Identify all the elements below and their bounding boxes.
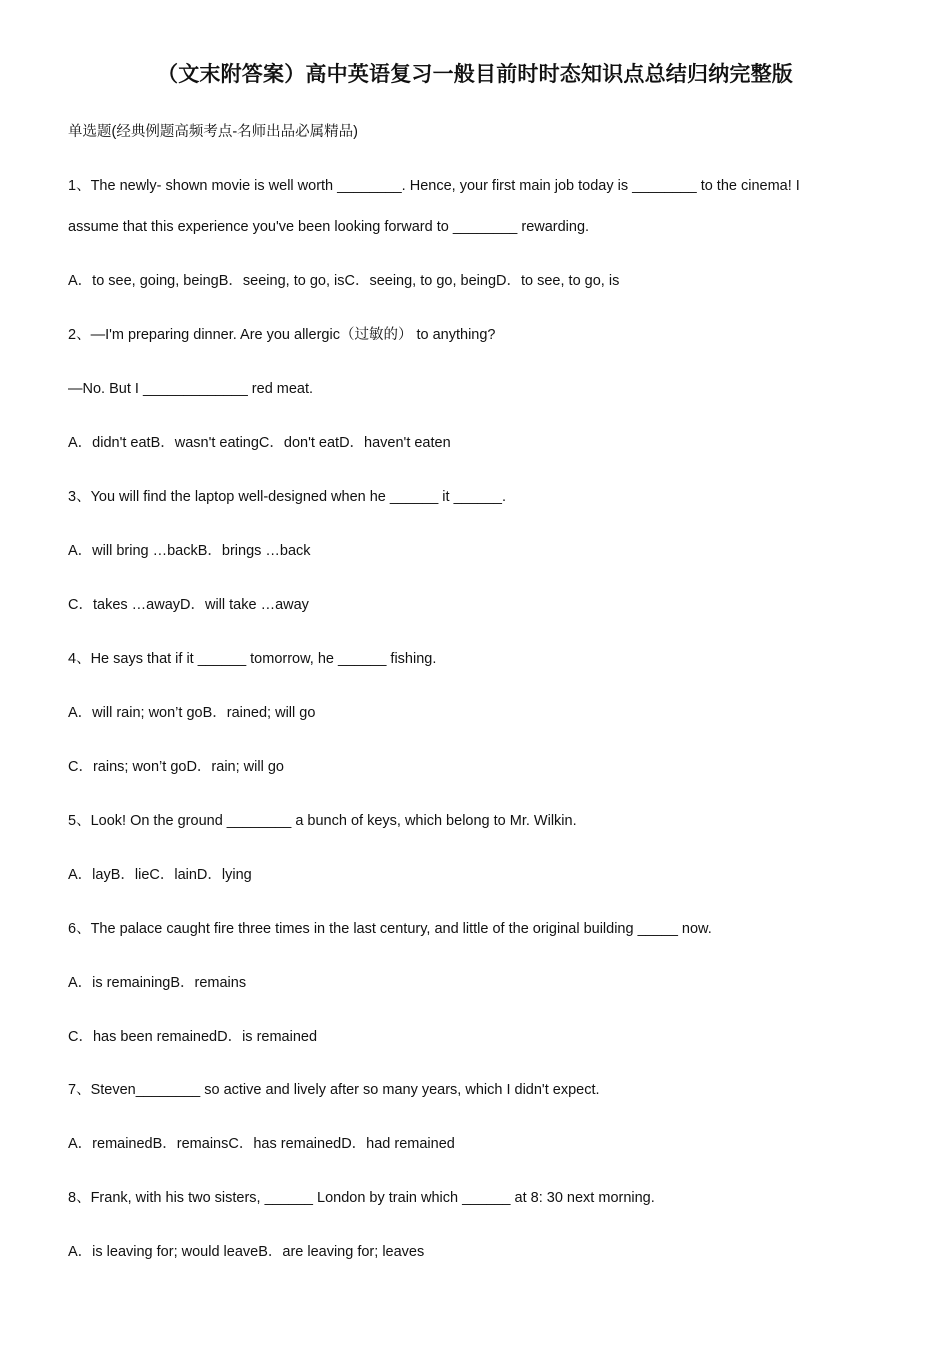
question-6-options-line-1: A．is remainingB．remains (68, 975, 247, 991)
question-6-options-line-2: C．has been remainedD．is remained (68, 1029, 318, 1045)
question-5-options: A．layB．lieC．lainD．lying (68, 867, 252, 883)
question-2-stem-line-2: —No. But I _____________ red meat. (68, 381, 314, 397)
question-8-stem: 8、Frank, with his two sisters, ______ London by train which ______ at 8: 30 next morning. (68, 1190, 655, 1206)
question-4-options-line-1: A．will rain; won’t goB．rained; will go (68, 705, 316, 721)
question-2-options: A．didn't eatB．wasn't eatingC．don't eatD．haven't eaten (68, 435, 451, 451)
question-1-stem-line-1: 1、The newly- shown movie is well worth ________. Hence, your first main job today is ________ to the cinema! I (68, 178, 800, 194)
question-6-stem: 6、The palace caught fire three times in the last century, and little of the original building _____ now. (68, 921, 712, 937)
question-1-stem-line-2: assume that this experience you've been looking forward to ________ rewarding. (68, 219, 590, 235)
question-1-options: A．to see, going, beingB．seeing, to go, isC．seeing, to go, beingD．to see, to go, is (68, 273, 620, 289)
question-3-options-line-1: A．will bring …backB．brings …back (68, 543, 311, 559)
question-3-options-line-2: C．takes …awayD．will take …away (68, 597, 309, 613)
question-7-stem: 7、Steven________ so active and lively after so many years, which I didn't expect. (68, 1082, 600, 1098)
question-4-options-line-2: C．rains; won’t goD．rain; will go (68, 759, 284, 775)
section-heading: 单选题(经典例题高频考点-名师出品必属精品) (68, 124, 358, 140)
question-4-stem: 4、He says that if it ______ tomorrow, he ______ fishing. (68, 651, 437, 667)
question-5-stem: 5、Look! On the ground ________ a bunch of keys, which belong to Mr. Wilkin. (68, 813, 577, 829)
question-3-stem: 3、You will find the laptop well-designed when he ______ it ______. (68, 489, 507, 505)
document-title: （文末附答案）高中英语复习一般目前时时态知识点总结归纳完整版 (157, 63, 793, 86)
question-7-options: A．remainedB．remainsC．has remainedD．had remained (68, 1136, 455, 1152)
question-8-options: A．is leaving for; would leaveB．are leaving for; leaves (68, 1244, 425, 1260)
question-2-stem-line-1: 2、—I'm preparing dinner. Are you allergic（过敏的） to anything? (68, 327, 496, 343)
